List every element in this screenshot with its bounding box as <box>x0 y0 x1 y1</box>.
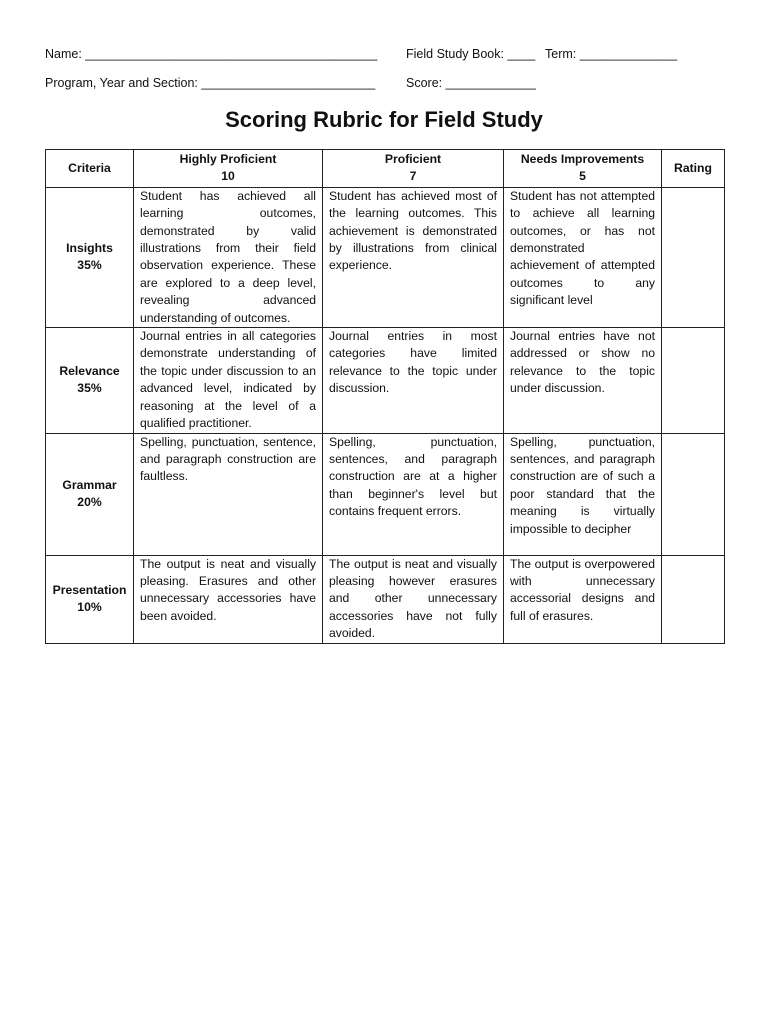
proficient-cell: The output is neat and visually pleasing however erasures and other unnecessary accessories have not fully avoided. <box>323 555 504 643</box>
score-field[interactable]: Score: _____________ <box>406 76 536 90</box>
rubric-table <box>45 149 725 644</box>
highly-proficient-cell: Student has achieved all learning outcomes, demonstrated by valid illustrations from their field observation experience. These are explored to a deep level, revealing advanced understanding of outcomes. <box>134 187 323 327</box>
criterion-name: Insights <box>66 241 113 256</box>
criteria-header: Criteria <box>46 150 134 188</box>
level-points: 7 <box>409 169 417 184</box>
highly-proficient-cell: The output is neat and visually pleasing. Erasures and other unnecessary accessories have been avoided. <box>134 555 323 643</box>
level-name: Needs Improvements <box>520 152 645 166</box>
criterion-cell <box>46 555 134 643</box>
level-name: Highly Proficient <box>179 152 277 166</box>
level-name: Proficient <box>384 152 442 166</box>
needs-improvements-cell: Journal entries have not addressed or show no relevance to the topic under discussion. <box>504 328 662 433</box>
rating-cell[interactable] <box>662 433 725 555</box>
criterion-cell <box>46 433 134 555</box>
highly-proficient-cell: Spelling, punctuation, sentence, and paragraph construction are faultless. <box>134 433 323 555</box>
proficient-cell: Student has achieved most of the learning outcomes. This achievement is demonstrated by illustrations from clinical experience. <box>323 187 504 327</box>
program-year-section-field[interactable]: Program, Year and Section: _________________________ <box>45 76 376 90</box>
criterion-weight: 35% <box>77 381 102 396</box>
level-points: 5 <box>579 169 586 184</box>
needs-improvements-header <box>504 150 662 188</box>
field-study-book-field[interactable]: Field Study Book: ____ <box>406 47 536 61</box>
rating-cell[interactable] <box>662 187 725 327</box>
level-points: 10 <box>221 169 235 184</box>
term-field[interactable]: Term: ______________ <box>545 47 678 61</box>
proficient-cell: Journal entries in most categories have limited relevance to the topic under discussion. <box>323 328 504 433</box>
table-row-relevance <box>46 328 725 433</box>
criterion-weight: 20% <box>77 495 102 509</box>
highly-proficient-header <box>134 150 323 188</box>
criterion-name: Relevance <box>59 363 120 378</box>
rating-cell[interactable] <box>662 328 725 433</box>
criterion-weight: 10% <box>77 600 102 615</box>
proficient-header <box>323 150 504 188</box>
criterion-weight: 35% <box>77 258 102 273</box>
table-row-grammar <box>46 433 725 555</box>
needs-improvements-cell: The output is overpowered with unnecessary accessorial designs and full of erasures. <box>504 555 662 643</box>
proficient-cell: Spelling, punctuation, sentences, and paragraph construction are at a higher than beginner's level but contains frequent errors. <box>323 433 504 555</box>
rating-cell[interactable] <box>662 555 725 643</box>
name-field[interactable]: Name: __________________________________________ <box>45 47 378 61</box>
needs-improvements-cell: Student has not attempted to achieve all learning outcomes, or has not demonstrated achievement of attempted outcomes to any significant level <box>504 187 662 327</box>
table-row-presentation <box>46 555 725 643</box>
criterion-cell <box>46 187 134 327</box>
needs-improvements-cell: Spelling, punctuation, sentences, and paragraph construction are of such a poor standard that the meaning is virtually impossible to decipher <box>504 433 662 555</box>
rating-header: Rating <box>662 150 725 188</box>
criterion-cell <box>46 328 134 433</box>
highly-proficient-cell: Journal entries in all categories demonstrate understanding of the topic under discussion to an advanced level, indicated by reasoning at the level of a qualified practitioner. <box>134 328 323 433</box>
page-title: Scoring Rubric for Field Study <box>225 107 543 132</box>
criterion-name: Grammar <box>62 477 117 492</box>
table-row-insights <box>46 187 725 327</box>
criterion-name: Presentation <box>52 582 127 597</box>
table-header-row <box>46 150 725 188</box>
